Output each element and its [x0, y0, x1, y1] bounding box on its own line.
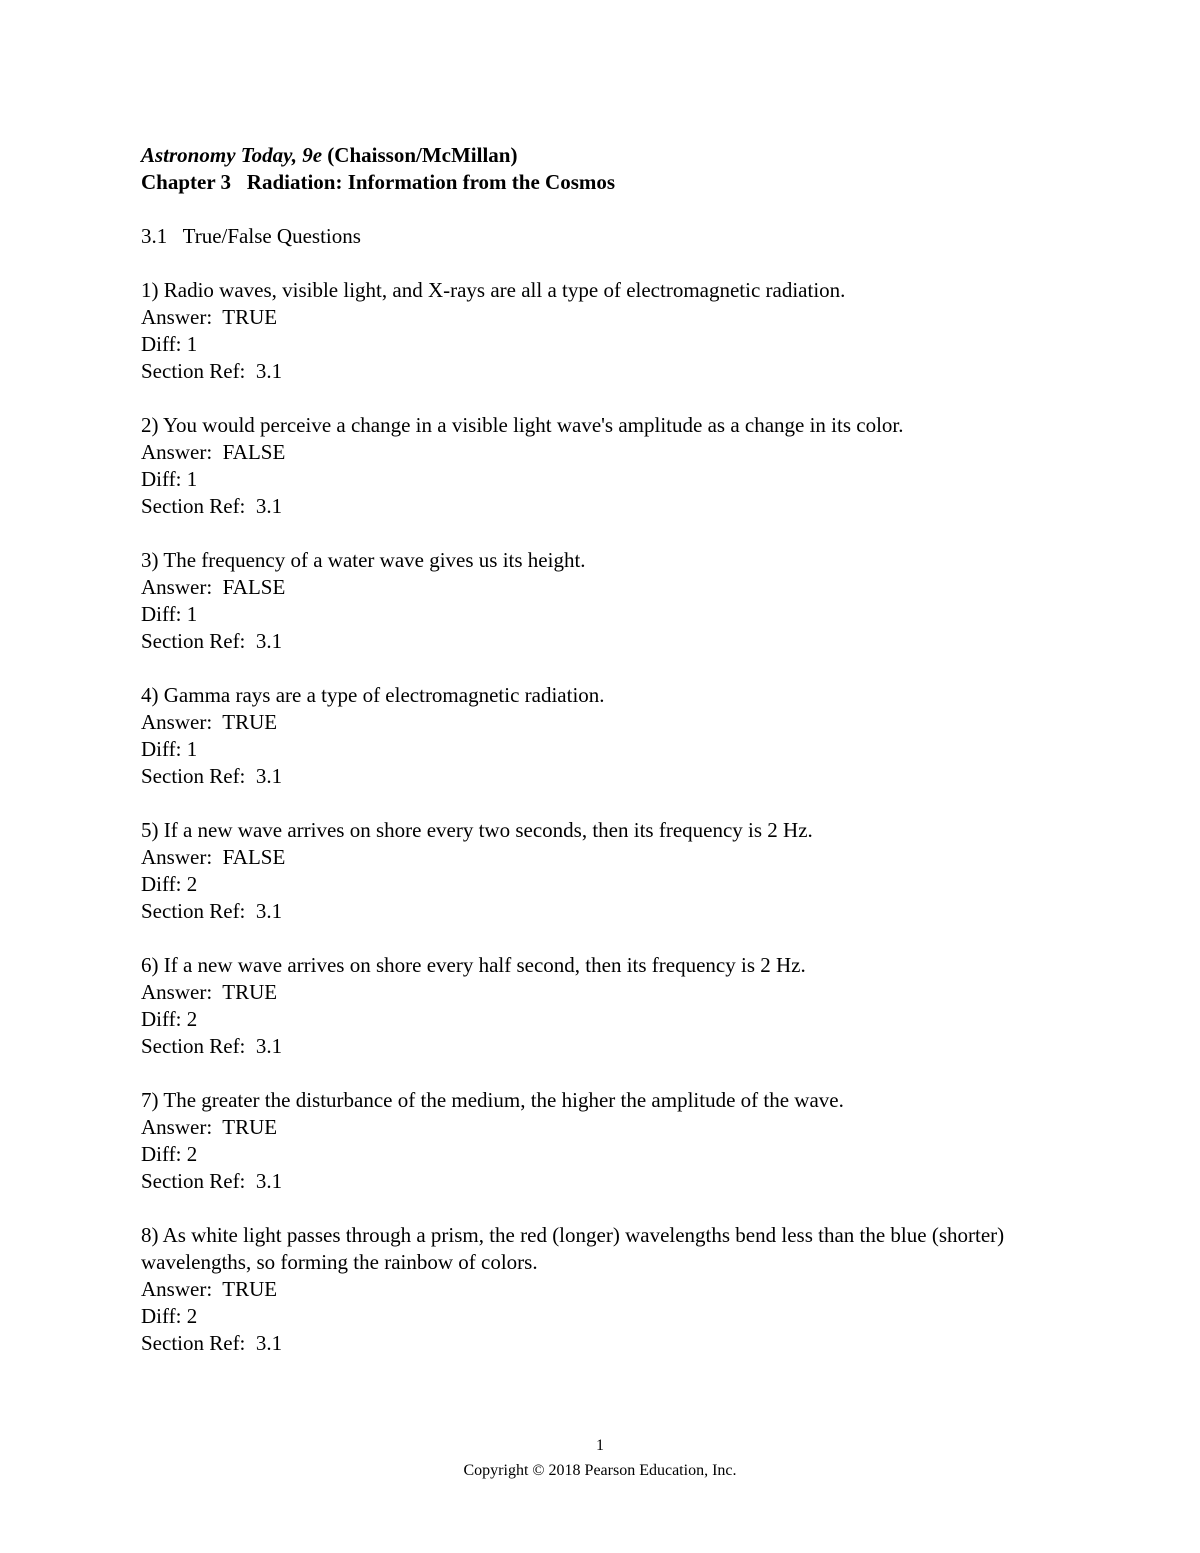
page-content — [141, 142, 1041, 1357]
book-authors: (Chaisson/McMillan) — [327, 143, 518, 167]
question-text: 2) You would perceive a change in a visible light wave's amplitude as a change in its color. — [141, 413, 904, 437]
question-item — [141, 682, 1041, 790]
question-list — [141, 277, 1041, 1357]
question-item — [141, 277, 1041, 385]
question-item — [141, 1087, 1041, 1195]
question-text: 8) As white light passes through a prism, the red (longer) wavelengths bend less than the blue (shorter) wavelengths, so forming the rainbow of colors. — [141, 1223, 1005, 1274]
question-difficulty: Diff: 1 — [141, 737, 198, 761]
question-answer: Answer: TRUE — [141, 1277, 278, 1301]
question-section-ref: Section Ref: 3.1 — [141, 764, 283, 788]
question-text: 1) Radio waves, visible light, and X-rays are all a type of electromagnetic radiation. — [141, 278, 846, 302]
page-number: 1 — [596, 1437, 604, 1454]
question-item — [141, 817, 1041, 925]
question-answer: Answer: FALSE — [141, 440, 286, 464]
book-title: Astronomy Today, 9e — [141, 143, 323, 167]
question-answer: Answer: FALSE — [141, 845, 286, 869]
chapter-title: Chapter 3 Radiation: Information from the Cosmos — [141, 170, 616, 194]
question-answer: Answer: FALSE — [141, 575, 286, 599]
question-text: 7) The greater the disturbance of the medium, the higher the amplitude of the wave. — [141, 1088, 844, 1112]
question-text: 6) If a new wave arrives on shore every half second, then its frequency is 2 Hz. — [141, 953, 806, 977]
question-section-ref: Section Ref: 3.1 — [141, 1034, 283, 1058]
question-difficulty: Diff: 1 — [141, 467, 198, 491]
question-section-ref: Section Ref: 3.1 — [141, 1169, 283, 1193]
section-heading: 3.1 True/False Questions — [141, 224, 361, 248]
question-item — [141, 547, 1041, 655]
copyright-notice: Copyright © 2018 Pearson Education, Inc. — [463, 1462, 737, 1479]
question-difficulty: Diff: 2 — [141, 872, 198, 896]
question-section-ref: Section Ref: 3.1 — [141, 899, 283, 923]
question-item — [141, 952, 1041, 1060]
question-answer: Answer: TRUE — [141, 305, 278, 329]
question-difficulty: Diff: 2 — [141, 1304, 198, 1328]
question-answer: Answer: TRUE — [141, 980, 278, 1004]
spacer — [141, 250, 1041, 277]
question-section-ref: Section Ref: 3.1 — [141, 494, 283, 518]
question-item — [141, 412, 1041, 520]
question-difficulty: Diff: 2 — [141, 1142, 198, 1166]
question-difficulty: Diff: 1 — [141, 332, 198, 356]
question-answer: Answer: TRUE — [141, 1115, 278, 1139]
question-text: 4) Gamma rays are a type of electromagnetic radiation. — [141, 683, 605, 707]
question-item — [141, 1222, 1041, 1357]
question-difficulty: Diff: 2 — [141, 1007, 198, 1031]
question-text: 5) If a new wave arrives on shore every two seconds, then its frequency is 2 Hz. — [141, 818, 813, 842]
question-answer: Answer: TRUE — [141, 710, 278, 734]
question-difficulty: Diff: 1 — [141, 602, 198, 626]
spacer — [141, 196, 1041, 223]
question-section-ref: Section Ref: 3.1 — [141, 1331, 283, 1355]
question-section-ref: Section Ref: 3.1 — [141, 359, 283, 383]
question-text: 3) The frequency of a water wave gives us its height. — [141, 548, 586, 572]
question-section-ref: Section Ref: 3.1 — [141, 629, 283, 653]
book-title-line — [141, 142, 1041, 169]
